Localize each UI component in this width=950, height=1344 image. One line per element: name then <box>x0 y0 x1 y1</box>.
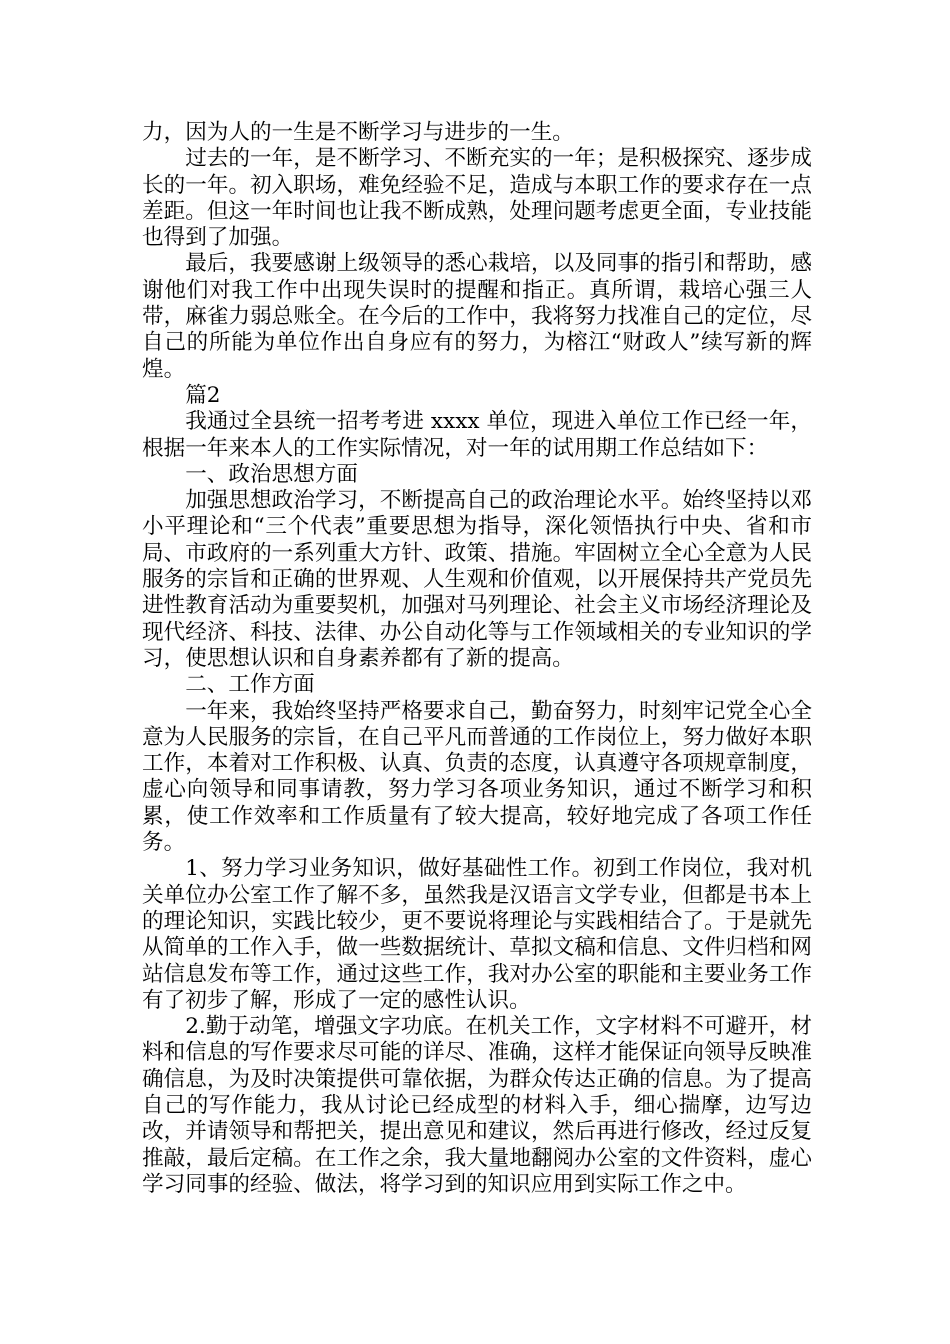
paragraph-item-2: 2.勤于动笔，增强文字功底。在机关工作，文字材料不可避开，材料和信息的写作要求尽可能的详尽、准确，这样才能保证向领导反映准确信息，为及时决策提供可靠依据，为群众传达正确的信息。为了提高自己的写作能力，我从讨论已经成型的材料入手，细心揣摩，边写边改，并请领导和帮把关，提出意见和建议，然后再进行修改，经过反复推敲，最后定稿。在工作之余，我大量地翻阅办公室的文件资料，虚心学习同事的经验、做法，将学习到的知识应用到实际工作之中。 <box>142 1014 812 1197</box>
paragraph-intro: 我通过全县统一招考考进 xxxx 单位，现进入单位工作已经一年，根据一年来本人的工作实际情况，对一年的试用期工作总结如下： <box>142 409 812 461</box>
paragraph-continuation: 力，因为人的一生是不断学习与进步的一生。 <box>142 120 574 145</box>
section-heading-work: 二、工作方面 <box>185 672 315 698</box>
paragraph-thanks: 最后，我要感谢上级领导的悉心栽培，以及同事的指引和帮助，感谢他们对我工作中出现失误时的提醒和指正。真所谓，栽培心强三人带，麻雀力弱总账全。在今后的工作中，我将努力找准自己的定位，尽自己的所能为单位作出自身应有的努力，为榕江“财政人”续写新的辉煌。 <box>142 251 812 382</box>
section-heading-political: 一、政治思想方面 <box>185 461 358 487</box>
section-heading-part-2: 篇2 <box>185 382 221 408</box>
paragraph-work: 一年来，我始终坚持严格要求自己，勤奋努力，时刻牢记党全心全意为人民服务的宗旨，在自己平凡而普通的工作岗位上，努力做好本职工作，本着对工作积极、认真、负责的态度，认真遵守各项规章制度，虚心向领导和同事请教，努力学习各项业务知识，通过不断学习和积累，使工作效率和工作质量有了较大提高，较好地完成了各项工作任务。 <box>142 698 812 856</box>
paragraph-item-1: 1、努力学习业务知识，做好基础性工作。初到工作岗位，我对机关单位办公室工作了解不多，虽然我是汉语言文学专业，但都是书本上的理论知识，实践比较少，更不要说将理论与实践相结合了。于是就先从简单的工作入手，做一些数据统计、草拟文稿和信息、文件归档和网站信息发布等工作，通过这些工作，我对办公室的职能和主要业务工作有了初步了解，形成了一定的感性认识。 <box>142 856 812 1013</box>
paragraph-past-year: 过去的一年，是不断学习、不断充实的一年；是积极探究、逐步成长的一年。初入职场，难免经验不足，造成与本职工作的要求存在一点差距。但这一年时间也让我不断成熟，处理问题考虑更全面，专业技能也得到了加强。 <box>142 146 812 251</box>
paragraph-political: 加强思想政治学习，不断提高自己的政治理论水平。始终坚持以邓小平理论和“三个代表”重要思想为指导，深化领悟执行中央、省和市局、市政府的一系列重大方针、政策、措施。牢固树立全心全意为人民服务的宗旨和正确的世界观、人生观和价值观，以开展保持共产党员先进性教育活动为重要契机，加强对马列理论、社会主义市场经济理论及现代经济、科技、法律、办公自动化等与工作领域相关的专业知识的学习，使思想认识和自身素养都有了新的提高。 <box>142 488 812 671</box>
document-page <box>142 120 812 1198</box>
